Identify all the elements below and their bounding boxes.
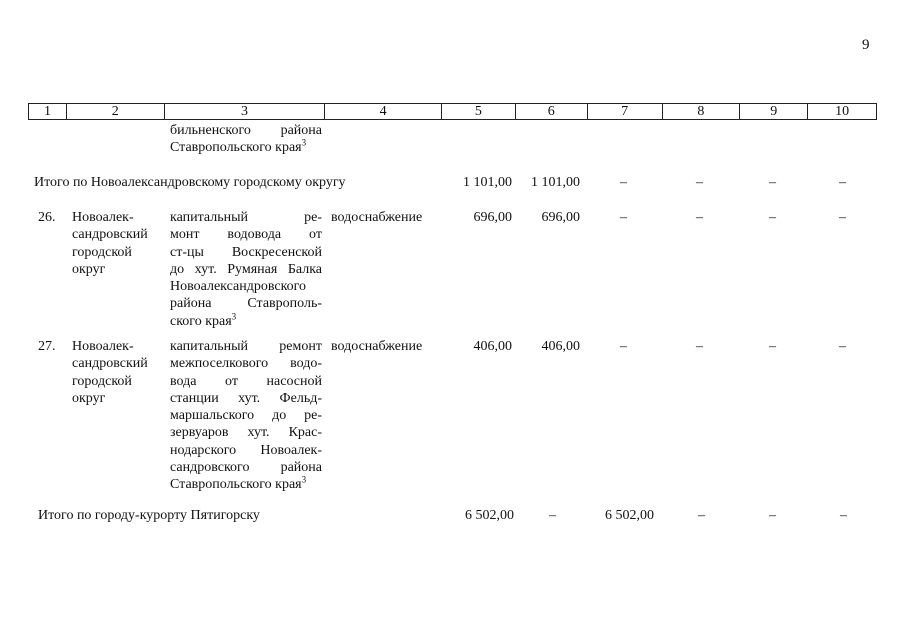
description-line: Новоалександровского — [170, 279, 307, 295]
district-line: городской — [72, 244, 132, 260]
description-line: капитальный ре- — [170, 210, 322, 225]
district-line: Новоалек- — [72, 210, 134, 225]
description-line: ст-цы Воскресенской — [170, 244, 322, 260]
header-col-6: 6 — [516, 104, 588, 119]
row-col8: – — [696, 210, 703, 225]
row-district — [72, 209, 148, 278]
row-description — [170, 338, 322, 494]
row-col10: – — [839, 339, 846, 354]
row-col10: – — [839, 210, 846, 225]
district-line: Новоалек- — [72, 339, 134, 354]
description-line: монт водовода от — [170, 227, 322, 243]
description-line: Ставропольского края$^3$ — [170, 474, 307, 493]
subtotal-col10: – — [839, 175, 846, 190]
row-col5: 696,00 — [473, 210, 512, 225]
row-col9: – — [769, 339, 776, 354]
header-col-3: 3 — [165, 104, 326, 119]
continuation-description — [170, 122, 322, 157]
page-number: 9 — [862, 37, 870, 53]
subtotal-col9: – — [769, 175, 776, 190]
header-col-4: 4 — [325, 104, 442, 119]
subtotal-col8: – — [696, 175, 703, 190]
table-header-row — [28, 103, 877, 120]
description-line: зервуаров хут. Крас- — [170, 425, 322, 441]
row-col7: – — [620, 339, 627, 354]
subtotal-col7: 6 502,00 — [605, 508, 654, 523]
row-category: водоснабжение — [331, 210, 423, 225]
description-line: вода от насосной — [170, 373, 322, 389]
subtotal-col7: – — [620, 175, 627, 190]
row-col6: 406,00 — [541, 339, 580, 354]
description-line: межпоселкового водо- — [170, 356, 322, 372]
row-col9: – — [769, 210, 776, 225]
header-col-2: 2 — [67, 104, 165, 119]
district-line: округ — [72, 390, 106, 406]
subtotal-label: Итого по городу-курорту Пятигорску — [38, 508, 260, 523]
subtotal-label: Итого по Новоалександровскому городскому округу — [34, 175, 346, 190]
header-col-1: 1 — [29, 104, 67, 119]
row-col5: 406,00 — [473, 339, 512, 354]
description-line: района Ставрополь- — [170, 296, 322, 312]
description-line: нодарского Новоалек- — [170, 442, 322, 458]
row-number: 26. — [38, 210, 56, 225]
footnote-marker: 3 — [301, 474, 307, 485]
continuation-line: бильненского района — [170, 123, 322, 138]
header-col-7: 7 — [588, 104, 663, 119]
district-line: сандровский — [72, 356, 148, 372]
subtotal-col5: 1 101,00 — [463, 175, 512, 190]
subtotal-col9: – — [769, 508, 776, 523]
row-col6: 696,00 — [541, 210, 580, 225]
row-district — [72, 338, 148, 407]
description-line: капитальный ремонт — [170, 339, 322, 354]
description-line: ского края$^3$ — [170, 311, 237, 329]
row-description — [170, 209, 322, 330]
footnote-marker: 3 — [301, 137, 307, 148]
header-col-9: 9 — [740, 104, 808, 119]
district-line: округ — [72, 261, 106, 277]
header-col-8: 8 — [663, 104, 741, 119]
subtotal-col6: – — [549, 508, 556, 523]
subtotal-col5: 6 502,00 — [465, 508, 514, 523]
description-line: сандровского района — [170, 460, 322, 476]
subtotal-col8: – — [698, 508, 705, 523]
description-line: до хут. Румяная Балка — [170, 261, 322, 277]
header-col-10: 10 — [835, 104, 850, 119]
row-category: водоснабжение — [331, 339, 423, 354]
row-col8: – — [696, 339, 703, 354]
subtotal-col10: – — [840, 508, 847, 523]
row-col7: – — [620, 210, 627, 225]
header-col-5: 5 — [442, 104, 516, 119]
description-line: маршальского до ре- — [170, 408, 322, 424]
district-line: городской — [72, 373, 132, 389]
district-line: сандровский — [72, 227, 148, 243]
subtotal-col6: 1 101,00 — [531, 175, 580, 190]
row-number: 27. — [38, 339, 56, 354]
continuation-line: Ставропольского края$^3$ — [170, 137, 307, 156]
footnote-marker: 3 — [231, 311, 237, 322]
description-line: станции хут. Фельд- — [170, 390, 322, 406]
